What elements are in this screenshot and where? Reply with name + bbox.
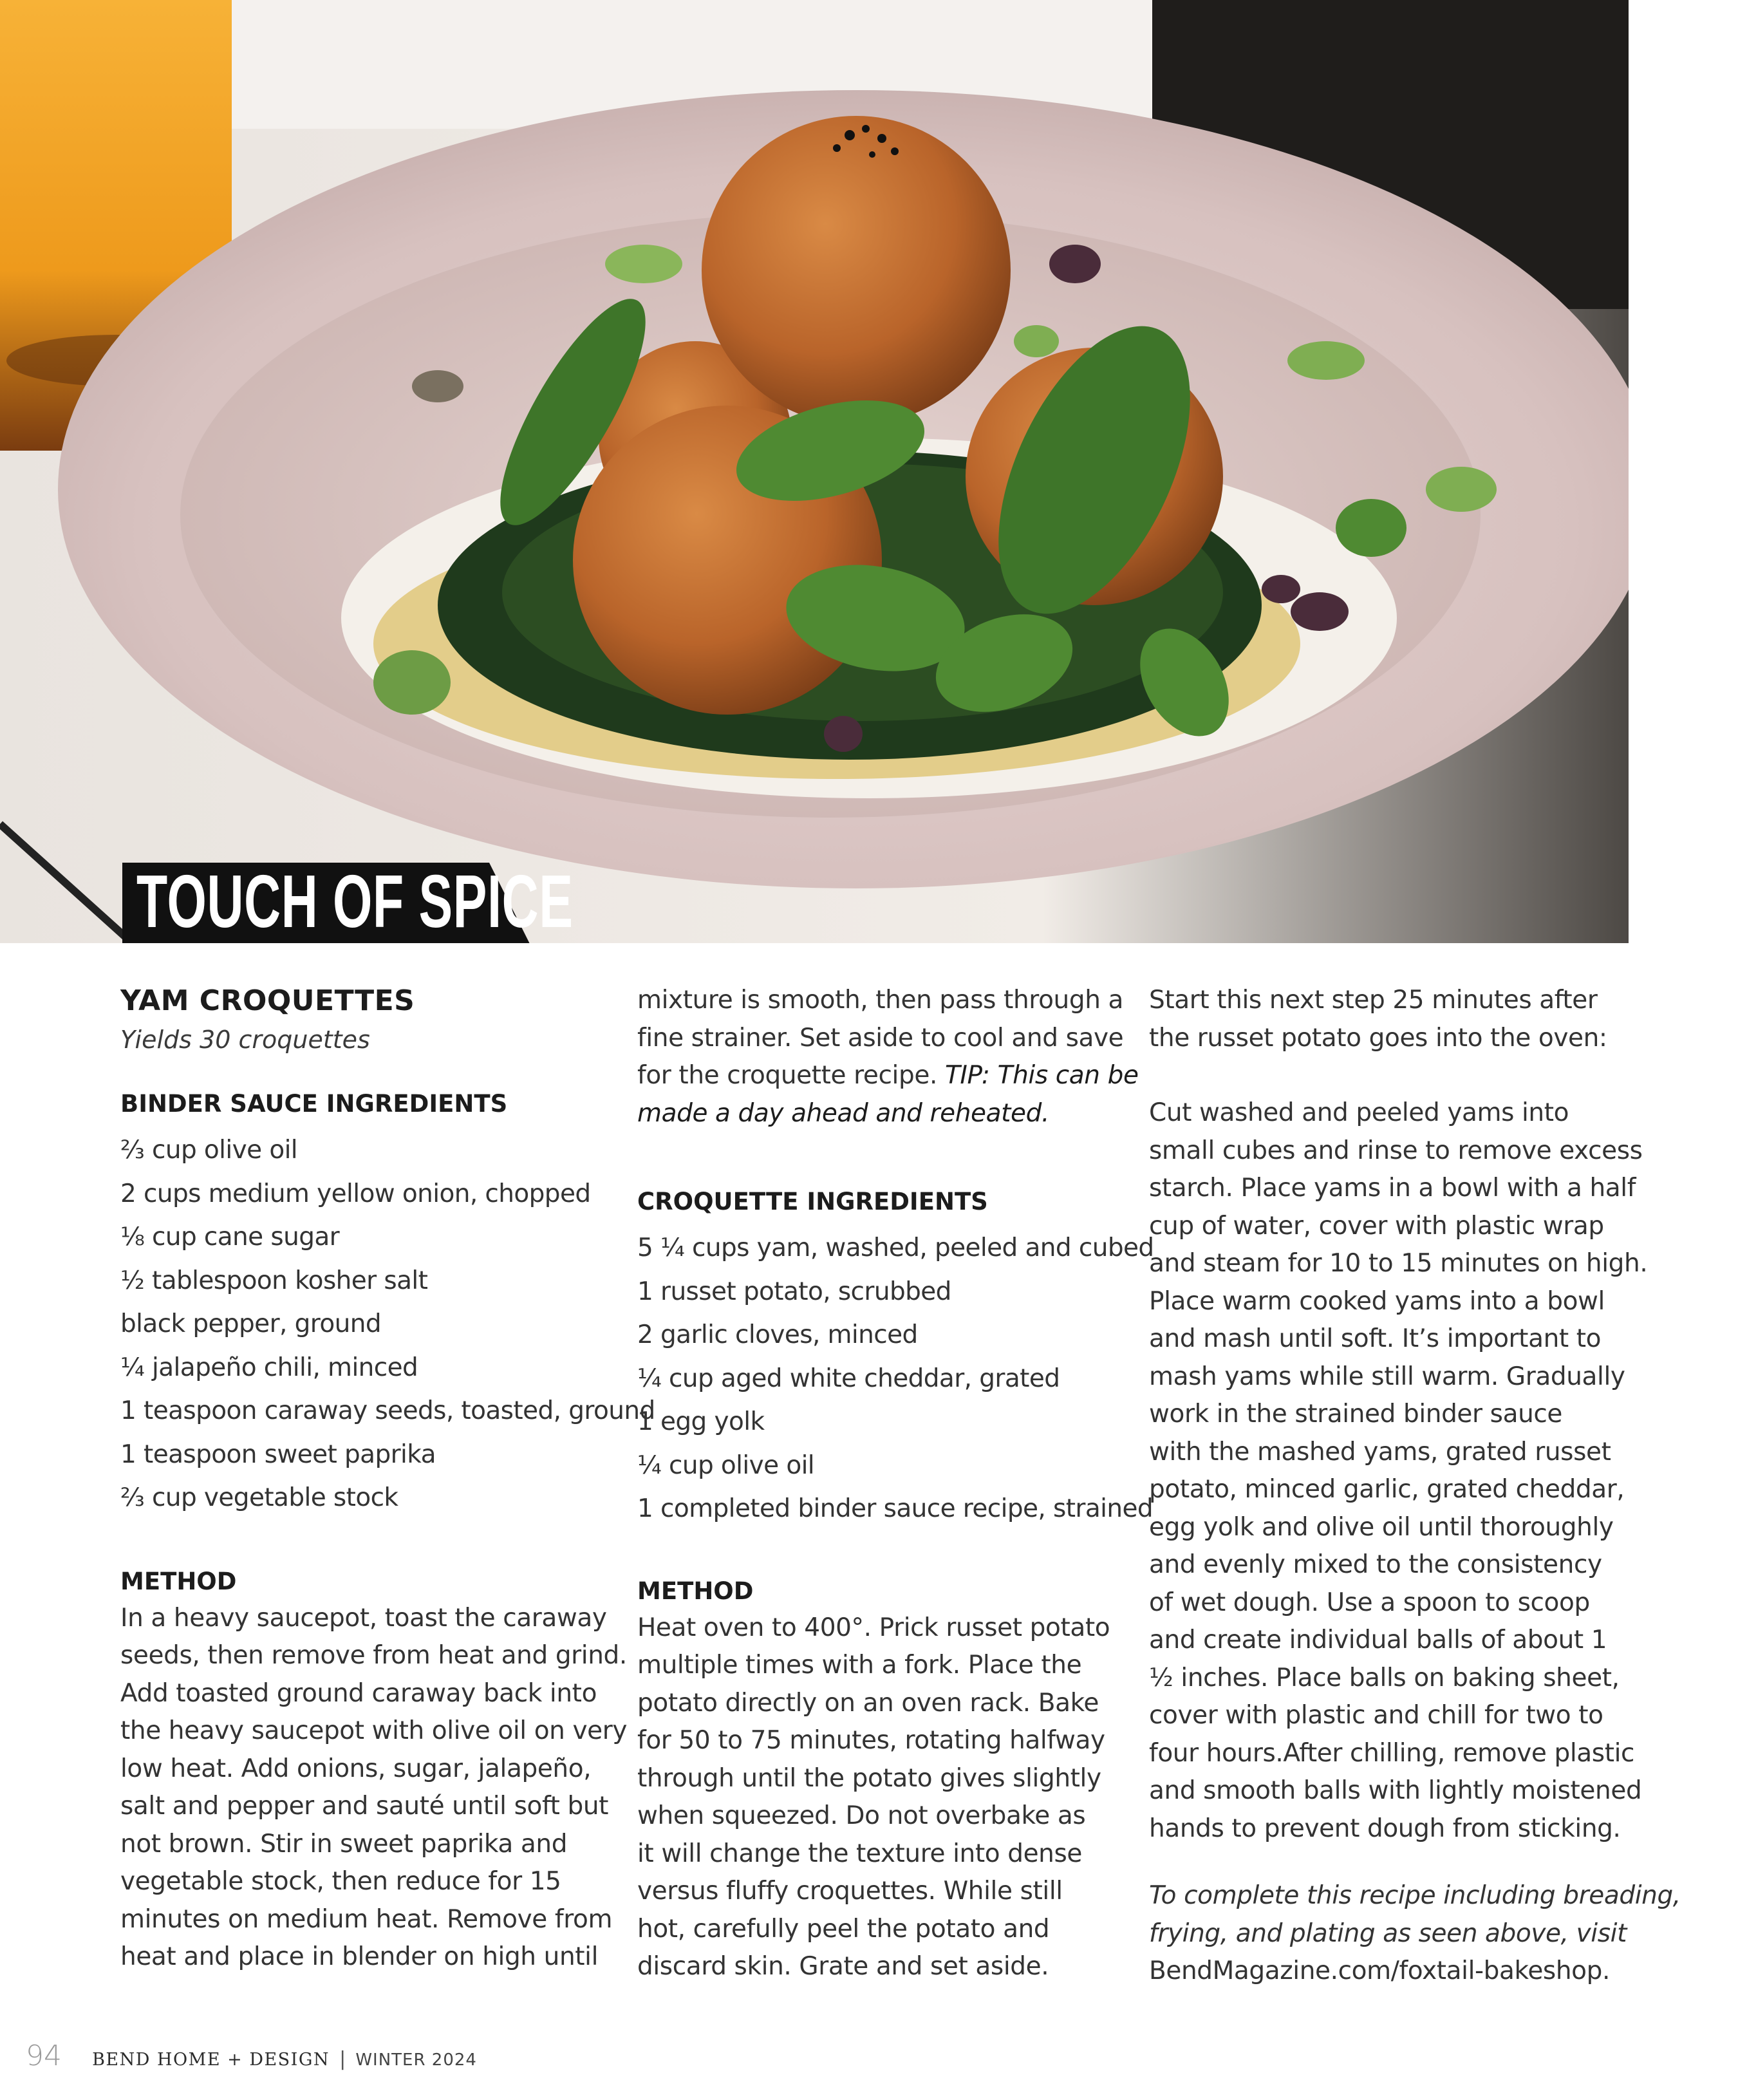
method-line: multiple times with a fork. Place the [637, 1651, 1082, 1680]
body-line: and evenly mixed to the consistency [1149, 1550, 1602, 1579]
body-line: Start this next step 25 minutes after [1149, 986, 1598, 1015]
tip-text: TIP: This can be [944, 1061, 1139, 1090]
ingredient-item: ¼ cup olive oil [637, 1450, 815, 1480]
recipe-yield: Yields 30 croquettes [120, 1026, 370, 1054]
method-line: it will change the texture into dense [637, 1839, 1082, 1868]
section-banner-title: TOUCH OF SPICE [136, 859, 574, 943]
ingredient-item: ⅔ cup olive oil [120, 1136, 298, 1165]
method-line: mixture is smooth, then pass through a [637, 986, 1124, 1015]
ingredient-item: ⅛ cup cane sugar [120, 1223, 340, 1252]
recipe-title: YAM CROQUETTES [120, 984, 415, 1017]
body-line: the russet potato goes into the oven: [1149, 1023, 1607, 1053]
magazine-name: BEND HOME + DESIGN [92, 2050, 330, 2070]
method-line: for 50 to 75 minutes, rotating halfway [637, 1726, 1105, 1755]
body-line: and mash until soft. It’s important to [1149, 1324, 1602, 1353]
body-line: ½ inches. Place balls on baking sheet, [1149, 1663, 1620, 1692]
body-line: potato, minced garlic, grated cheddar, [1149, 1475, 1625, 1504]
ingredient-item: 1 egg yolk [637, 1407, 765, 1436]
body-line: and steam for 10 to 15 minutes on high. [1149, 1249, 1648, 1278]
method-line: salt and pepper and sauté until soft but [120, 1792, 609, 1821]
body-line: of wet dough. Use a spoon to scoop [1149, 1588, 1590, 1617]
ingredient-item: 2 garlic cloves, minced [637, 1320, 918, 1349]
ingredient-item: ½ tablespoon kosher salt [120, 1266, 428, 1295]
photo-margin [1629, 0, 1738, 943]
binder-method-text [120, 1600, 628, 1976]
ingredient-item: 5 ¼ cups yam, washed, peeled and cubed [637, 1233, 1154, 1262]
page-footer [26, 2039, 477, 2072]
croquette-plate-illustration [0, 0, 1738, 943]
method-line: vegetable stock, then reduce for 15 [120, 1867, 561, 1896]
body-line: egg yolk and olive oil until thoroughly [1149, 1512, 1614, 1542]
tip-text: made a day ahead and reheated. [637, 1098, 1049, 1128]
ingredient-item: 1 teaspoon sweet paprika [120, 1439, 436, 1469]
croquette-method-text [637, 1609, 1133, 1986]
method-line: seeds, then remove from heat and grind. [120, 1641, 627, 1670]
recipe-link[interactable]: BendMagazine.com/foxtail-bakeshop. [1149, 1956, 1610, 1985]
ingredient-item: 2 cups medium yellow onion, chopped [120, 1179, 591, 1208]
next-step-intro [1149, 982, 1638, 1057]
body-line: with the mashed yams, grated russet [1149, 1437, 1611, 1467]
method-line: discard skin. Grate and set aside. [637, 1952, 1049, 1981]
body-line: Cut washed and peeled yams into [1149, 1098, 1569, 1127]
ingredient-item: ⅔ cup vegetable stock [120, 1483, 398, 1512]
body-line: small cubes and rinse to remove excess [1149, 1136, 1643, 1165]
method-line: the heavy saucepot with olive oil on very [120, 1716, 628, 1745]
column-1 [120, 982, 655, 1976]
croquette-ingredients-heading: CROQUETTE INGREDIENTS [637, 1188, 988, 1215]
body-line: and create individual balls of about 1 [1149, 1626, 1607, 1655]
croquette-ingredient-list [637, 1226, 1154, 1531]
hero-photo [0, 0, 1738, 943]
footer-separator: | [339, 2048, 346, 2070]
method-line: through until the potato gives slightly [637, 1763, 1101, 1793]
ingredient-item: 1 russet potato, scrubbed [637, 1277, 951, 1306]
binder-method-heading: METHOD [120, 1567, 237, 1595]
body-line: mash yams while still warm. Gradually [1149, 1362, 1625, 1391]
method-line: minutes on medium heat. Remove from [120, 1904, 613, 1934]
column-3 [1149, 982, 1681, 1991]
column-2 [637, 982, 1154, 1986]
ingredient-item: black pepper, ground [120, 1309, 381, 1338]
closing-line: frying, and plating as seen above, visit [1149, 1918, 1627, 1948]
method-line: potato directly on an oven rack. Bake [637, 1688, 1099, 1718]
issue-label: WINTER 2024 [355, 2050, 477, 2070]
method-line: Add toasted ground caraway back into [120, 1678, 597, 1708]
method-line: Heat oven to 400°. Prick russet potato [637, 1613, 1110, 1642]
method-line: fine strainer. Set aside to cool and save [637, 1023, 1124, 1053]
method-line: hot, carefully peel the potato and [637, 1914, 1050, 1944]
method-line: low heat. Add onions, sugar, jalapeño, [120, 1754, 592, 1783]
method-line: heat and place in blender on high until [120, 1942, 599, 1971]
body-line: and smooth balls with lightly moistened [1149, 1776, 1642, 1805]
binder-ingredients-heading: BINDER SAUCE INGREDIENTS [120, 1090, 508, 1118]
closing-note [1149, 1877, 1681, 1991]
croquette [702, 116, 1011, 425]
body-line: starch. Place yams in a bowl with a half [1149, 1174, 1636, 1203]
body-line: cover with plastic and chill for two to [1149, 1701, 1603, 1730]
method-line: for the croquette recipe. [637, 1061, 937, 1090]
ingredient-item: 1 completed binder sauce recipe, strained [637, 1494, 1154, 1523]
ingredient-item: ¼ cup aged white cheddar, grated [637, 1364, 1060, 1393]
body-line: four hours.After chilling, remove plastic [1149, 1738, 1635, 1768]
method-line: not brown. Stir in sweet paprika and [120, 1829, 568, 1859]
binder-ingredient-list [120, 1129, 655, 1520]
croquette-method-heading: METHOD [637, 1577, 754, 1605]
closing-line: To complete this recipe including breading, [1149, 1881, 1681, 1910]
method-line: versus fluffy croquettes. While still [637, 1877, 1063, 1906]
method-line: when squeezed. Do not overbake as [637, 1801, 1086, 1830]
ingredient-item: ¼ jalapeño chili, minced [120, 1353, 418, 1382]
body-line: Place warm cooked yams into a bowl [1149, 1286, 1605, 1316]
body-line: work in the strained binder sauce [1149, 1400, 1563, 1429]
binder-method-continued [637, 982, 1139, 1132]
body-line: cup of water, cover with plastic wrap [1149, 1211, 1604, 1241]
ingredient-item: 1 teaspoon caraway seeds, toasted, ground [120, 1396, 655, 1425]
body-line: hands to prevent dough from sticking. [1149, 1814, 1621, 1843]
method-line-with-tip [637, 1057, 1139, 1095]
method-line: In a heavy saucepot, toast the caraway [120, 1603, 607, 1633]
yam-method-text [1149, 1094, 1648, 1848]
page-number: 94 [26, 2039, 62, 2072]
